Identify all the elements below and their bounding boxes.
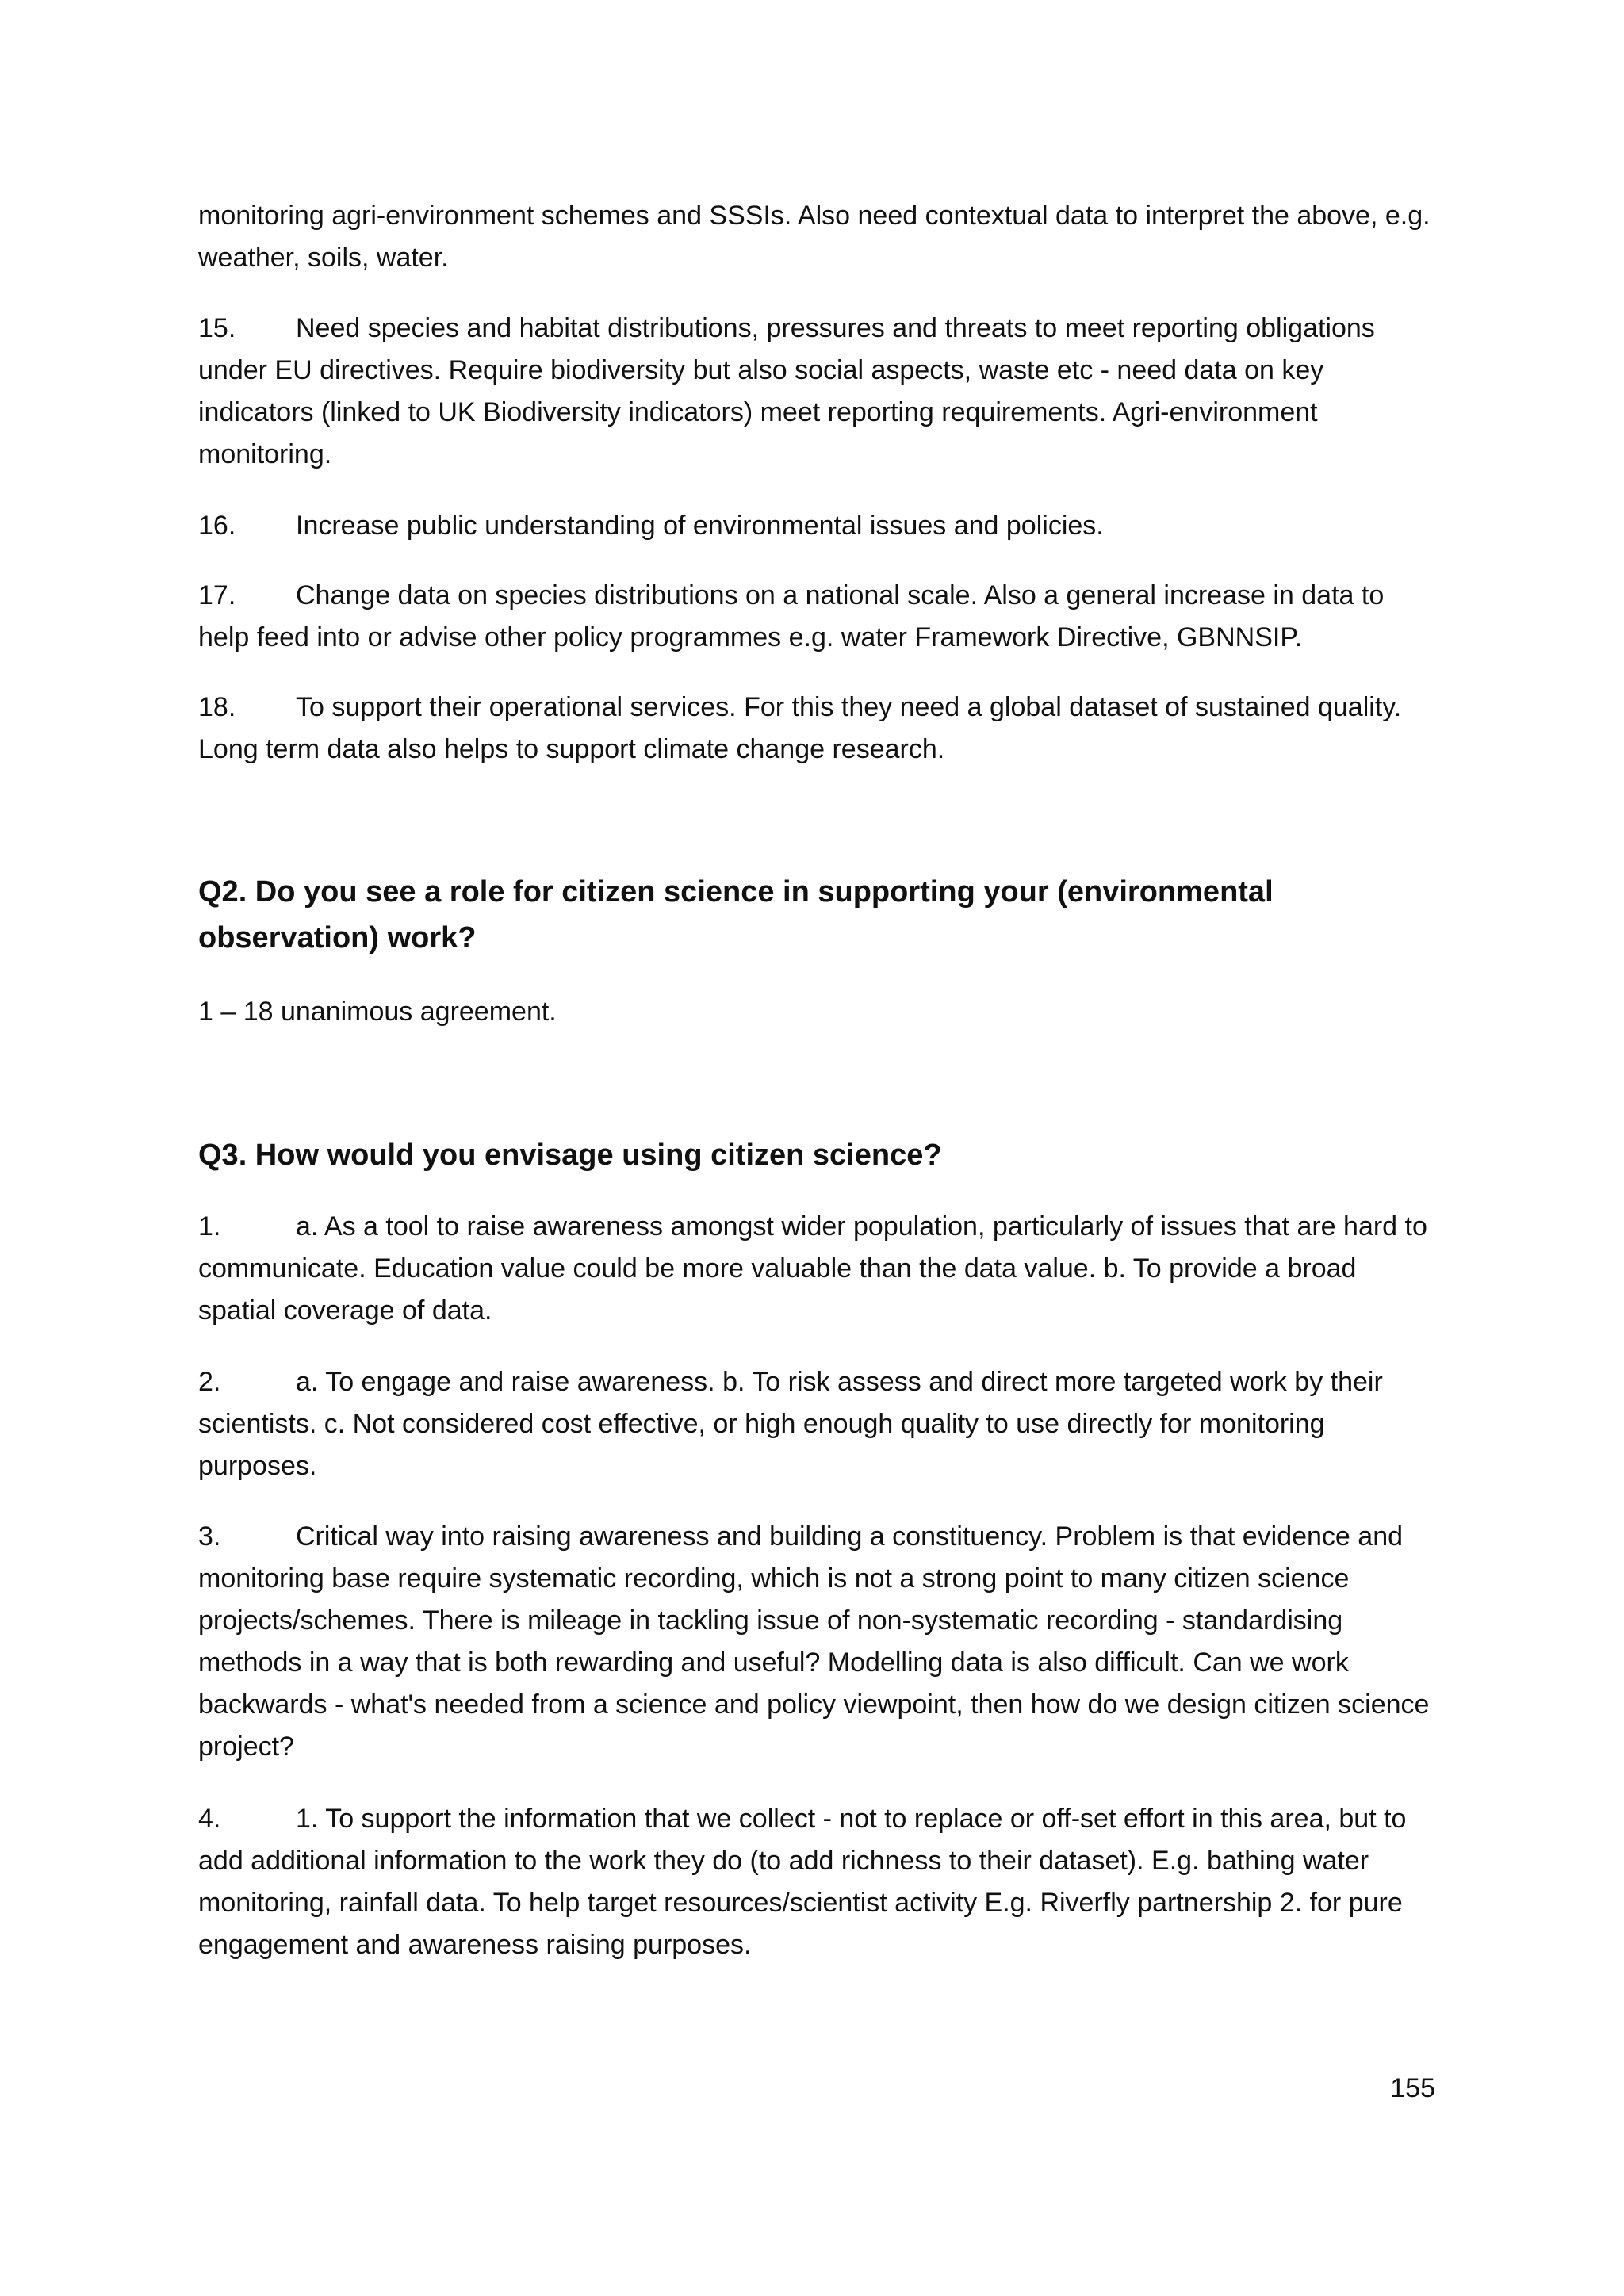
item-text: 1. To support the information that we collect - not to replace or off-set effort in this area, but to add additional information to the work they do (to add richness to their dataset). E.g. bathing water monitoring, rainfall data. To help target resources/scientist activity E.g. Riverfly partnership 2. for pure engagement and awareness raising purposes. (198, 1804, 1407, 1960)
item-number: 3. (198, 1521, 221, 1552)
item-text: Change data on species distributions on a national scale. Also a general increase in data to help feed into or advise other policy programmes e.g. water Framework Directive, GBNNSIP. (198, 580, 1385, 652)
q2-heading: Q2. Do you see a role for citizen science in supporting your (environmental observation) work? (198, 875, 1274, 955)
q2-answer: 1 – 18 unanimous agreement. (198, 997, 557, 1027)
q1-item-18 (198, 687, 1435, 771)
q3-item-3 (198, 1516, 1435, 1768)
item-text: To support their operational services. For this they need a global dataset of sustained quality. Long term data also helps to support climate change research. (198, 692, 1402, 764)
page-number: 155 (1390, 2073, 1435, 2103)
q3-item-1 (198, 1206, 1435, 1332)
q3-item-4 (198, 1798, 1435, 1966)
item-number: 17. (198, 580, 236, 610)
item-number: 15. (198, 313, 236, 343)
item-text: a. As a tool to raise awareness amongst wider population, particularly of issues that are hard to communicate. Education value could be more valuable than the data value. b. To provide a broad spatial coverage of data. (198, 1211, 1427, 1326)
item-number: 4. (198, 1804, 221, 1834)
item-number: 18. (198, 692, 236, 722)
item-number: 2. (198, 1367, 221, 1397)
continuation-paragraph: monitoring agri-environment schemes and SSSIs. Also need contextual data to interpret the above, e.g. weather, soils, water. (198, 201, 1431, 273)
q1-item-16 (198, 505, 1435, 547)
item-text: Critical way into raising awareness and building a constituency. Problem is that evidence and monitoring base require systematic recording, which is not a strong point to many citizen science projects/schemes. There is mileage in tackling issue of non-systematic recording - standardising methods in a way that is both rewarding and useful? Modelling data is also difficult. Can we work backwards - what's needed from a science and policy viewpoint, then how do we design citizen science project? (198, 1521, 1430, 1762)
q1-item-17 (198, 575, 1435, 659)
item-text: Increase public understanding of environmental issues and policies. (296, 511, 1104, 541)
q3-item-2 (198, 1361, 1435, 1487)
q1-item-15 (198, 308, 1435, 476)
item-number: 1. (198, 1211, 221, 1242)
item-text: a. To engage and raise awareness. b. To risk assess and direct more targeted work by their scientists. c. Not considered cost effective, or high enough quality to use directly for monitoring purposes. (198, 1367, 1383, 1481)
item-text: Need species and habitat distributions, pressures and threats to meet reporting obligations under EU directives. Require biodiversity but also social aspects, waste etc - need data on key indicators (linked to UK Biodiversity indicators) meet reporting requirements. Agri-environment monitoring. (198, 313, 1375, 469)
q3-heading: Q3. How would you envisage using citizen science? (198, 1138, 942, 1172)
item-number: 16. (198, 511, 236, 541)
